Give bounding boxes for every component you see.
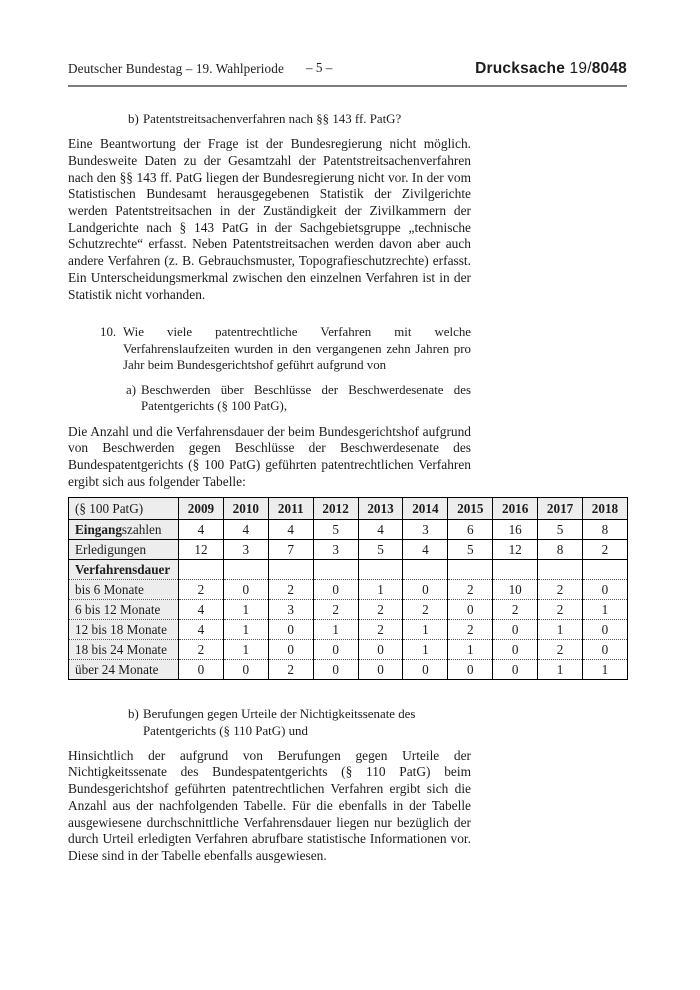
table-value-cell: 3 bbox=[223, 540, 268, 560]
table-value-cell: 4 bbox=[179, 600, 224, 620]
table-value-cell: 0 bbox=[223, 660, 268, 680]
table-body bbox=[69, 520, 628, 680]
table-value-cell: 1 bbox=[583, 660, 628, 680]
table-row bbox=[69, 520, 628, 540]
table-header-row bbox=[69, 498, 628, 520]
table-row bbox=[69, 580, 628, 600]
table-value-cell: 1 bbox=[223, 640, 268, 660]
list-item-b-patg143 bbox=[128, 111, 627, 127]
table-value-cell: 3 bbox=[403, 520, 448, 540]
table-value-cell: 12 bbox=[493, 540, 538, 560]
session-number: 19/ bbox=[569, 60, 592, 77]
table-value-cell: 2 bbox=[313, 600, 358, 620]
question-number: 10. bbox=[100, 325, 117, 340]
table-value-cell: 4 bbox=[358, 520, 403, 540]
table-value-cell: 0 bbox=[358, 660, 403, 680]
table-value-cell: 2 bbox=[538, 600, 583, 620]
table-value-cell: 0 bbox=[179, 660, 224, 680]
table-value-cell bbox=[313, 560, 358, 580]
table-value-cell: 4 bbox=[268, 520, 313, 540]
table-value-cell: 2 bbox=[403, 600, 448, 620]
list-marker: b) bbox=[128, 112, 139, 126]
table-row-label: über 24 Monate bbox=[69, 660, 179, 680]
table-value-cell: 2 bbox=[538, 580, 583, 600]
table-row-label: Verfahrensdauer bbox=[69, 560, 179, 580]
table-value-cell: 1 bbox=[313, 620, 358, 640]
table-row bbox=[69, 560, 628, 580]
table-row bbox=[69, 660, 628, 680]
page-header bbox=[68, 60, 627, 87]
table-value-cell: 0 bbox=[313, 660, 358, 680]
table-value-cell: 0 bbox=[493, 620, 538, 640]
table-value-cell bbox=[268, 560, 313, 580]
table-value-cell: 0 bbox=[313, 640, 358, 660]
table-value-cell: 0 bbox=[493, 640, 538, 660]
table-value-cell: 1 bbox=[223, 620, 268, 640]
table-row bbox=[69, 540, 628, 560]
doc-number: 8048 bbox=[591, 60, 627, 77]
table-value-cell: 4 bbox=[179, 620, 224, 640]
table-value-cell bbox=[448, 560, 493, 580]
table-value-cell: 2 bbox=[448, 620, 493, 640]
statistics-table bbox=[68, 497, 628, 680]
table-row bbox=[69, 620, 628, 640]
table-value-cell: 0 bbox=[583, 640, 628, 660]
table-row-label: 12 bis 18 Monate bbox=[69, 620, 179, 640]
table-row-label: bis 6 Monate bbox=[69, 580, 179, 600]
table-value-cell: 0 bbox=[358, 640, 403, 660]
table-value-cell: 5 bbox=[448, 540, 493, 560]
table-value-cell: 3 bbox=[268, 600, 313, 620]
table-value-cell bbox=[538, 560, 583, 580]
table-year-header: 2016 bbox=[493, 498, 538, 520]
table-row bbox=[69, 600, 628, 620]
header-document-number bbox=[475, 60, 627, 78]
question-text: Wie viele patentrechtliche Verfahren mit welche Verfahrenslaufzeiten wurden in den vergangenen zehn Jahren pro Jahr beim Bundesgerichtshof geführt aufgrund von bbox=[123, 325, 471, 372]
list-item-text: Berufungen gegen Urteile der Nichtigkeitssenate des Patentgerichts (§ 110 PatG) und bbox=[143, 707, 416, 738]
table-value-cell: 2 bbox=[268, 660, 313, 680]
list-item-text: Patentstreitsachenverfahren nach §§ 143 ff. PatG? bbox=[143, 112, 402, 126]
table-value-cell: 5 bbox=[358, 540, 403, 560]
question-10 bbox=[100, 324, 627, 373]
table-year-header: 2015 bbox=[448, 498, 493, 520]
table-value-cell bbox=[358, 560, 403, 580]
table-value-cell: 12 bbox=[179, 540, 224, 560]
table-year-header: 2009 bbox=[179, 498, 224, 520]
list-marker: a) bbox=[126, 383, 137, 398]
table-value-cell: 4 bbox=[223, 520, 268, 540]
table-value-cell: 0 bbox=[493, 660, 538, 680]
table-value-cell: 0 bbox=[583, 620, 628, 640]
list-item-a-patg100 bbox=[126, 382, 627, 414]
table-value-cell: 1 bbox=[403, 620, 448, 640]
table-value-cell: 6 bbox=[448, 520, 493, 540]
table-value-cell bbox=[179, 560, 224, 580]
table-value-cell: 2 bbox=[448, 580, 493, 600]
paragraph-answer-110: Hinsichtlich der aufgrund von Berufungen gegen Urteile der Nichtigkeitssenate des Bundespatentgerichts (§ 110 PatG) beim Bundesgerichtshof geführten patentrechtlichen Verfahren ergibt sich die Anzahl aus der nachfolgenden Tabelle. Für die ebenfalls in der Tabelle ausgewiesene durchschnittliche Verfahrensdauer liegen nur bezüglich der durch Urteil erledigten Verfahren abrufbare statistische Informationen vor. Diese sind in der Tabelle ebenfalls ausgewiesen. bbox=[68, 747, 471, 863]
table-year-header: 2010 bbox=[223, 498, 268, 520]
table-value-cell: 1 bbox=[448, 640, 493, 660]
table-value-cell: 0 bbox=[583, 580, 628, 600]
table-value-cell: 3 bbox=[313, 540, 358, 560]
table-value-cell: 8 bbox=[538, 540, 583, 560]
table-value-cell: 0 bbox=[313, 580, 358, 600]
table-row-label: Eingangszahlen bbox=[69, 520, 179, 540]
table-value-cell: 5 bbox=[538, 520, 583, 540]
table-value-cell: 2 bbox=[583, 540, 628, 560]
table-value-cell: 2 bbox=[179, 640, 224, 660]
list-marker: b) bbox=[128, 707, 139, 722]
table-value-cell: 2 bbox=[538, 640, 583, 660]
table-value-cell bbox=[403, 560, 448, 580]
table-value-cell: 5 bbox=[313, 520, 358, 540]
table-year-header: 2011 bbox=[268, 498, 313, 520]
table-value-cell bbox=[583, 560, 628, 580]
table-year-header: 2018 bbox=[583, 498, 628, 520]
table-value-cell: 4 bbox=[179, 520, 224, 540]
table-value-cell: 7 bbox=[268, 540, 313, 560]
table-year-header: 2013 bbox=[358, 498, 403, 520]
table-value-cell: 2 bbox=[358, 600, 403, 620]
table-value-cell: 0 bbox=[448, 600, 493, 620]
drucksache-label: Drucksache bbox=[475, 60, 566, 77]
paragraph-table-intro: Die Anzahl und die Verfahrensdauer der beim Bundesgerichtshof aufgrund von Beschwerden gegen Beschlüsse der Beschwerdesenate des Bundespatentgerichts (§ 100 PatG) geführten patentrechtlichen Verfahren ergibt sich aus folgender Tabelle: bbox=[68, 423, 471, 489]
list-item-b-patg110 bbox=[128, 706, 627, 738]
table-value-cell bbox=[493, 560, 538, 580]
table-value-cell: 0 bbox=[268, 640, 313, 660]
table-row-label: 6 bis 12 Monate bbox=[69, 600, 179, 620]
table-value-cell: 2 bbox=[179, 580, 224, 600]
table-value-cell: 1 bbox=[583, 600, 628, 620]
table-value-cell: 1 bbox=[538, 620, 583, 640]
table-row bbox=[69, 640, 628, 660]
table-corner-cell: (§ 100 PatG) bbox=[69, 498, 179, 520]
table-value-cell: 2 bbox=[493, 600, 538, 620]
table-value-cell: 2 bbox=[358, 620, 403, 640]
table-value-cell: 4 bbox=[403, 540, 448, 560]
table-value-cell: 10 bbox=[493, 580, 538, 600]
table-year-header: 2012 bbox=[313, 498, 358, 520]
table-value-cell: 0 bbox=[223, 580, 268, 600]
header-parliament-label: Deutscher Bundestag – 19. Wahlperiode bbox=[68, 61, 284, 76]
paragraph-answer-143: Eine Beantwortung der Frage ist der Bundesregierung nicht möglich. Bundesweite Daten zu der Gesamtzahl der Patentstreitsachenverfahren nach den §§ 143 ff. PatG liegen der Bundesregierung nicht vor. In der vom Statistischen Bundesamt herausgegebenen Statistik der Zivilgerichte werden Patentstreitsachen in der Zuständigkeit der Zivilkammern der Landgerichte nach § 143 PatG in der Sachgebietsgruppe „technische Schutzrechte“ erfasst. Neben Patentstreitsachen werden davon aber auch andere Verfahren (z. B. Gebrauchsmuster, Topografieschutzrechte) erfasst. Ein Unterscheidungsmerkmal zwischen den einzelnen Verfahren ist in der Statistik nicht vorhanden. bbox=[68, 136, 471, 302]
list-item-text: Beschwerden über Beschlüsse der Beschwerdesenate des Patentgerichts (§ 100 PatG), bbox=[141, 383, 471, 414]
table-value-cell: 1 bbox=[403, 640, 448, 660]
table-row-label: 18 bis 24 Monate bbox=[69, 640, 179, 660]
page-number: – 5 – bbox=[306, 60, 333, 75]
table-value-cell: 8 bbox=[583, 520, 628, 540]
table-value-cell: 1 bbox=[223, 600, 268, 620]
table-row-label: Erledigungen bbox=[69, 540, 179, 560]
table-value-cell: 0 bbox=[268, 620, 313, 640]
table-value-cell: 0 bbox=[448, 660, 493, 680]
table-value-cell: 0 bbox=[403, 580, 448, 600]
table-value-cell: 0 bbox=[403, 660, 448, 680]
table-year-header: 2017 bbox=[538, 498, 583, 520]
table-value-cell: 16 bbox=[493, 520, 538, 540]
table-value-cell: 2 bbox=[268, 580, 313, 600]
table-value-cell: 1 bbox=[538, 660, 583, 680]
table-year-header: 2014 bbox=[403, 498, 448, 520]
table-value-cell bbox=[223, 560, 268, 580]
table-value-cell: 1 bbox=[358, 580, 403, 600]
